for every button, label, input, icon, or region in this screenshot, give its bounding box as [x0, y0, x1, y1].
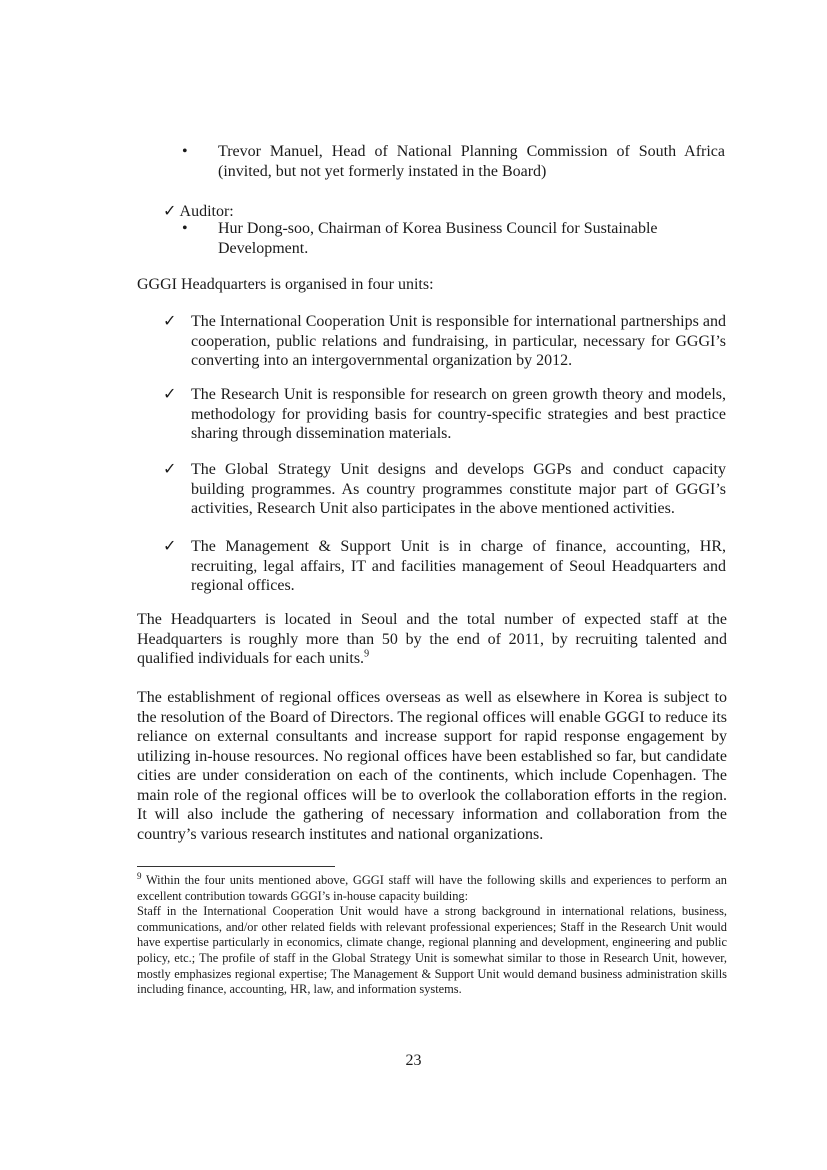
footnote	[137, 870, 727, 998]
footnote-reference[interactable]: 9	[364, 648, 370, 660]
board-member-bullet	[182, 142, 725, 181]
regional-offices-paragraph: The establishment of regional offices overseas as well as elsewhere in Korea is subject to the resolution of the Board of Directors. The regional offices will enable GGGI to reduce its reliance on external consultants and increase support for rapid response engagement by utilizing in-house resources. No regional offices have been established so far, but candidate cities are under consideration on each of the continents, which include Copenhagen. The main role of the regional offices will be to overlook the collaboration efforts in the region. It will also include the gathering of necessary information and collaboration from the country’s various research institutes and national organizations.	[137, 689, 727, 843]
auditor-text-line1: Hur Dong-soo, Chairman of Korea Business Council for Sustainable	[218, 220, 658, 237]
checkmark-icon: ✓	[163, 313, 177, 330]
footnote-body: Staff in the International Cooperation Unit would have a strong background in international relations, business, communications, and/or other related fields with relevant professional experiences; Staff in the Research Unit would have expertise particularly in economics, climate change, regional planning and development, engineering and public policy, etc.; The profile of staff in the Global Strategy Unit is somewhat similar to those in Research Unit, however, mostly emphasizes regional expertise; The Management & Support Unit would demand business administration skills including finance, accounting, HR, law, and information systems.	[137, 904, 727, 997]
auditor-label: Auditor:	[179, 203, 234, 220]
auditor-text	[190, 219, 725, 258]
checkmark-icon: ✓	[163, 461, 177, 478]
headquarters-intro: GGGI Headquarters is organised in four units:	[137, 276, 434, 293]
unit-text: The International Cooperation Unit is responsible for international partnerships and cooperation, public relations and fundraising, in particular, necessary for GGGI’s converting into an intergovernmental organization by 2012.	[191, 313, 726, 369]
unit-text: The Management & Support Unit is in charge of finance, accounting, HR, recruiting, legal affairs, IT and facilities management of Seoul Headquarters and regional offices.	[191, 538, 726, 594]
auditor-text-line2: Development.	[218, 239, 309, 257]
page-number: 23	[405, 1052, 422, 1069]
footnote-number: 9	[137, 870, 142, 881]
unit-item-international-cooperation	[163, 312, 726, 371]
unit-item-management-support	[163, 537, 726, 596]
bullet-dot-icon: •	[182, 143, 188, 160]
unit-item-global-strategy	[163, 460, 726, 519]
headquarters-location-paragraph	[137, 610, 727, 669]
bullet-dot-icon: •	[182, 220, 188, 237]
unit-text: The Research Unit is responsible for research on green growth theory and models, methodology for providing basis for country-specific strategies and best practice sharing through dissemination materials.	[191, 386, 726, 442]
footnote-intro: Within the four units mentioned above, GGGI staff will have the following skills and experiences to perform an excellent contribution towards GGGI’s in-house capacity building:	[137, 873, 727, 903]
auditor-bullet	[182, 219, 725, 258]
footnote-separator	[137, 866, 335, 867]
checkmark-icon: ✓	[163, 203, 177, 220]
checkmark-icon: ✓	[163, 386, 177, 403]
unit-item-research	[163, 385, 726, 444]
unit-text: The Global Strategy Unit designs and develops GGPs and conduct capacity building programmes. As country programmes constitute major part of GGGI’s activities, Research Unit also participates in the above mentioned activities.	[191, 461, 726, 517]
headquarters-location-text: The Headquarters is located in Seoul and the total number of expected staff at the Headquarters is roughly more than 50 by the end of 2011, by recruiting talented and qualified individuals for each units.	[137, 611, 727, 667]
board-member-text: Trevor Manuel, Head of National Planning Commission of South Africa (invited, but not yet formerly instated in the Board)	[218, 143, 725, 180]
checkmark-icon: ✓	[163, 538, 177, 555]
